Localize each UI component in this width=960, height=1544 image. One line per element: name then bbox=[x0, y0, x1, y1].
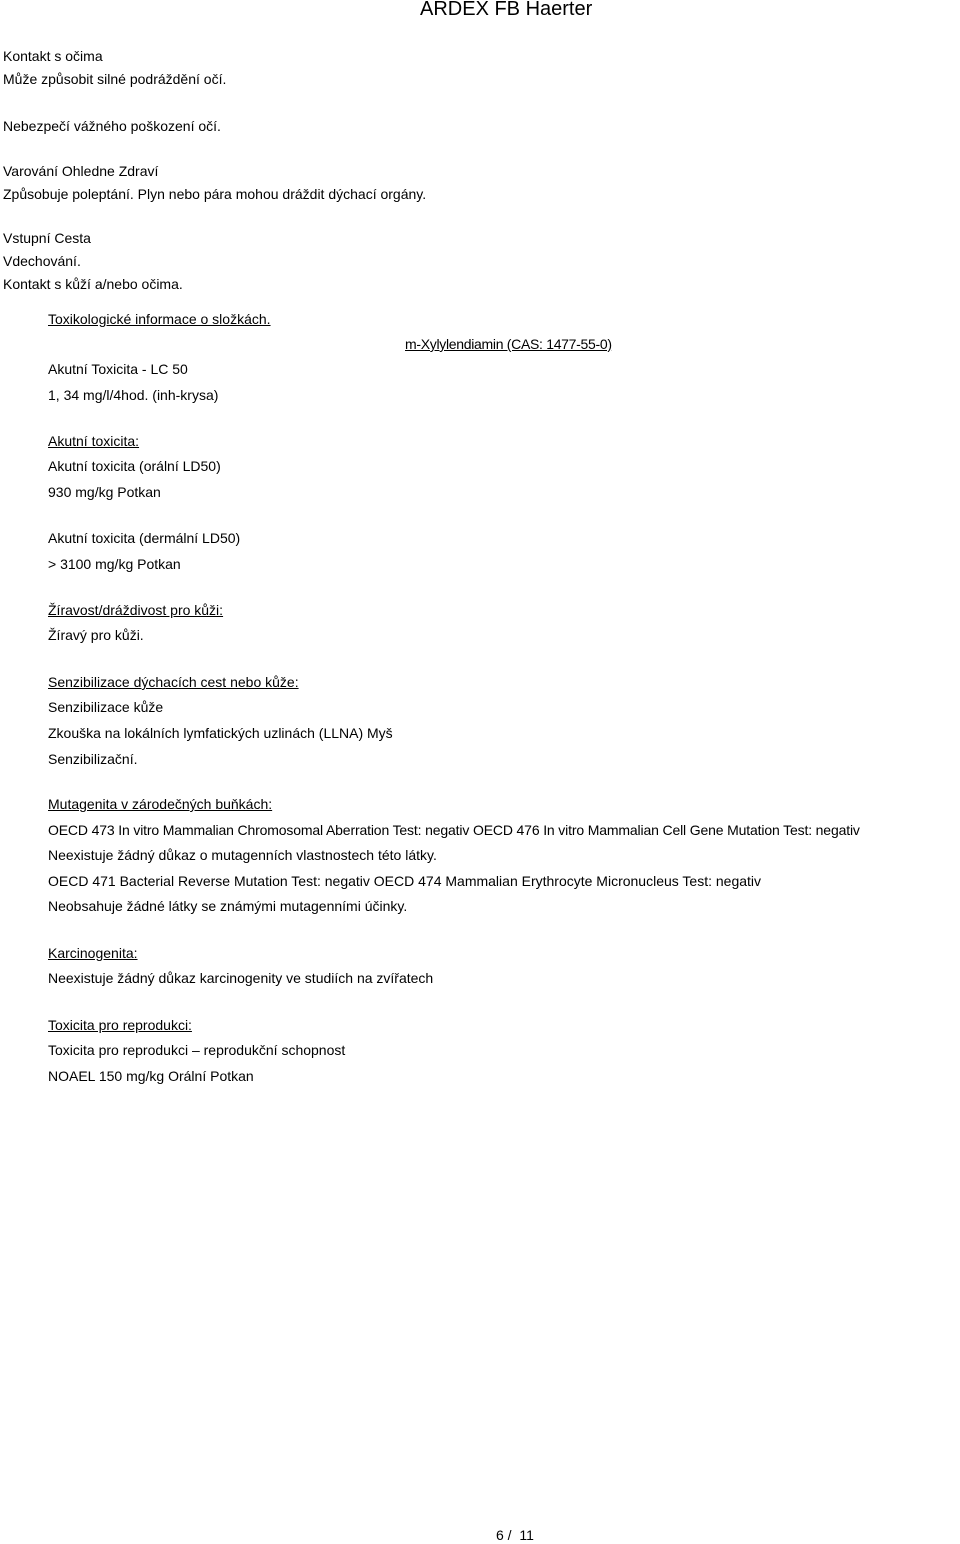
eye-contact-line-1: Může způsobit silné podráždění očí. bbox=[3, 71, 227, 87]
mutagenicity-line-1: OECD 473 In vitro Mammalian Chromosomal Aberration Test: negativ OECD 476 In vitro Mammalian Cell Gene Mutation Test: negativ bbox=[48, 822, 860, 838]
product-title: ARDEX FB Haerter bbox=[420, 0, 593, 20]
oral-ld50-label: Akutní toxicita (orální LD50) bbox=[48, 458, 221, 474]
lc50-label: Akutní Toxicita - LC 50 bbox=[48, 361, 188, 377]
page-number: 6 / 11 bbox=[496, 1527, 534, 1543]
health-warning-heading: Varování Ohledne Zdraví bbox=[3, 163, 159, 179]
mutagenicity-line-4: Neobsahuje žádné látky se známými mutagenními účinky. bbox=[48, 898, 408, 914]
skin-corrosion-heading: Žíravost/dráždivost pro kůži: bbox=[48, 602, 224, 618]
oral-ld50-value: 930 mg/kg Potkan bbox=[48, 484, 161, 500]
dermal-ld50-label: Akutní toxicita (dermální LD50) bbox=[48, 530, 241, 546]
sensitization-line-2: Zkouška na lokálních lymfatických uzlinách (LLNA) Myš bbox=[48, 725, 393, 741]
carcinogenicity-heading: Karcinogenita: bbox=[48, 945, 138, 961]
sensitization-heading: Senzibilizace dýchacích cest nebo kůže: bbox=[48, 674, 299, 690]
route-skin-eye: Kontakt s kůží a/nebo očima. bbox=[3, 276, 183, 292]
sensitization-line-3: Senzibilizační. bbox=[48, 751, 138, 767]
acute-toxicity-heading: Akutní toxicita: bbox=[48, 433, 140, 449]
lc50-value: 1, 34 mg/l/4hod. (inh-krysa) bbox=[48, 387, 219, 403]
sensitization-line-1: Senzibilizace kůže bbox=[48, 699, 164, 715]
eye-contact-line-2: Nebezpečí vážného poškození očí. bbox=[3, 118, 221, 134]
eye-contact-heading: Kontakt s očima bbox=[3, 48, 103, 64]
reproduction-line-2: NOAEL 150 mg/kg Orální Potkan bbox=[48, 1068, 254, 1084]
mutagenicity-heading: Mutagenita v zárodečných buňkách: bbox=[48, 796, 273, 812]
substance-name: m-Xylylendiamin (CAS: 1477-55-0) bbox=[405, 336, 612, 352]
mutagenicity-line-3: OECD 471 Bacterial Reverse Mutation Test: negativ OECD 474 Mammalian Erythrocyte Micronucleus Test: negativ bbox=[48, 873, 762, 889]
skin-corrosion-text: Žíravý pro kůži. bbox=[48, 627, 144, 643]
health-warning-text: Způsobuje poleptání. Plyn nebo pára mohou dráždit dýchací orgány. bbox=[3, 186, 427, 202]
reproduction-heading: Toxicita pro reprodukci: bbox=[48, 1017, 192, 1033]
route-inhalation: Vdechování. bbox=[3, 253, 81, 269]
components-heading: Toxikologické informace o složkách. bbox=[48, 311, 271, 327]
reproduction-line-1: Toxicita pro reprodukci – reprodukční schopnost bbox=[48, 1042, 346, 1058]
routes-heading: Vstupní Cesta bbox=[3, 230, 91, 246]
dermal-ld50-value: > 3100 mg/kg Potkan bbox=[48, 556, 181, 572]
mutagenicity-line-2: Neexistuje žádný důkaz o mutagenních vlastnostech této látky. bbox=[48, 847, 437, 863]
carcinogenicity-text: Neexistuje žádný důkaz karcinogenity ve studiích na zvířatech bbox=[48, 970, 434, 986]
